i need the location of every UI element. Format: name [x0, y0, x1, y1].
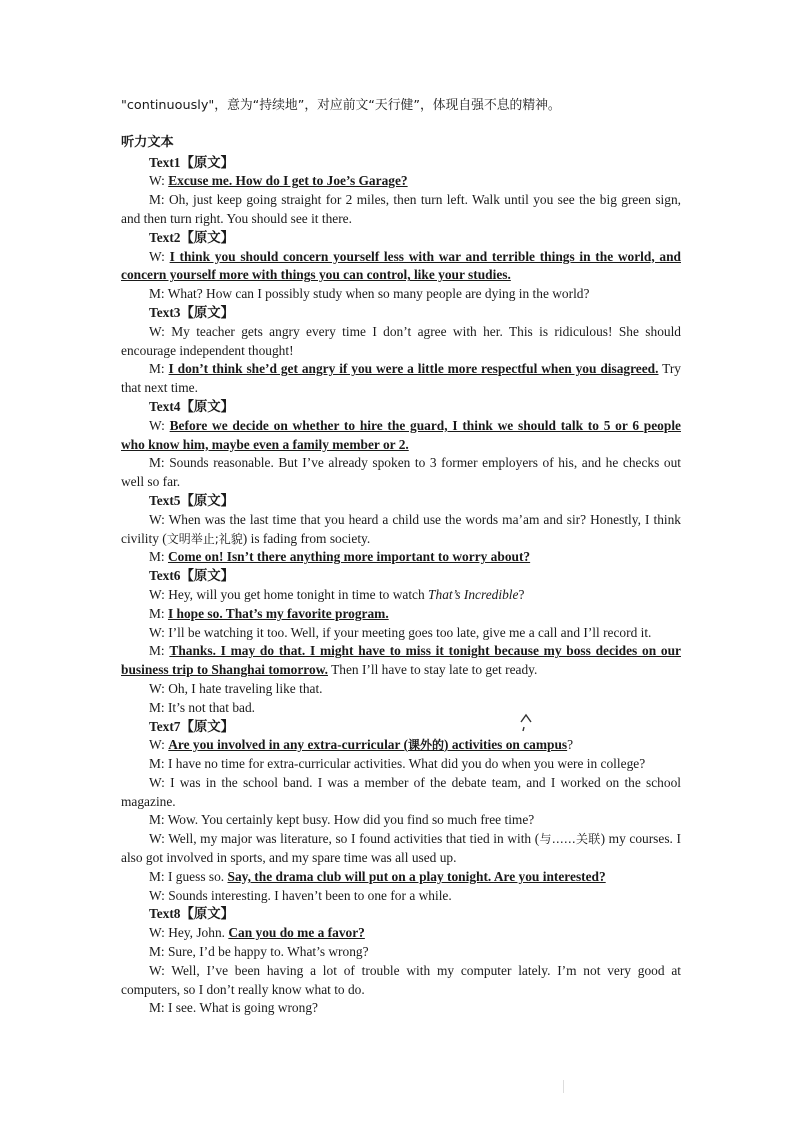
- chinese-gloss: 课外的: [408, 738, 445, 753]
- text7-line-w1: [121, 736, 681, 755]
- text4-label: Text4【原文】: [149, 398, 235, 414]
- text7-line-w2: W: I was in the school band. I was a member of the debate team, and I worked on the school magazine.: [121, 774, 681, 809]
- line-text: ?: [518, 586, 525, 602]
- text8-line-m2: M: I see. What is going wrong?: [149, 1000, 318, 1016]
- text3-line-w1: W: My teacher gets angry every time I don’t agree with her. This is ridiculous! She should encourage independent thought!: [121, 323, 681, 358]
- text6-label: Text6【原文】: [149, 568, 235, 584]
- text2-label: Text2【原文】: [149, 229, 235, 245]
- line-tail: ?: [567, 737, 574, 753]
- handwritten-caret-mark: [519, 712, 533, 734]
- speaker-prefix: W:: [149, 417, 170, 433]
- speaker-prefix: W: Hey, John.: [149, 925, 229, 941]
- speaker-prefix: M:: [149, 643, 170, 659]
- text7-line-w3: [121, 830, 681, 868]
- text6-line-m1: [121, 605, 681, 624]
- document-body: [121, 97, 681, 1018]
- speaker-prefix: W:: [149, 248, 170, 264]
- line-tail: Then I’ll have to stay late to get ready.: [327, 662, 538, 678]
- key-sentence: Excuse me. How do I get to Joe’s Garage?: [168, 173, 408, 189]
- scan-artifact-line: [563, 1080, 564, 1093]
- speaker-prefix: W:: [149, 737, 169, 753]
- speaker-prefix: M: I guess so.: [149, 868, 228, 884]
- text6-line-w2: W: I’ll be watching it too. Well, if your meeting goes too late, give me a call and I’ll record it.: [149, 624, 652, 640]
- key-sentence: [168, 737, 567, 752]
- speaker-prefix: W:: [149, 173, 169, 189]
- line-text: ) is fading from society.: [242, 530, 371, 546]
- text5-label: Text5【原文】: [149, 492, 235, 508]
- key-sentence: Say, the drama club will put on a play tonight. Are you interested?: [227, 868, 606, 884]
- line-text: W: Well, my major was literature, so I found activities that tied in with (: [149, 831, 540, 847]
- line-text: W: Hey, will you get home tonight in time to watch: [149, 586, 429, 602]
- text2-line-w1: [121, 248, 681, 286]
- text3-label: Text3【原文】: [149, 304, 235, 320]
- speaker-prefix: M:: [149, 605, 168, 621]
- text7-line-m2: M: Wow. You certainly kept busy. How did you find so much free time?: [149, 812, 535, 828]
- text7-line-m3: [121, 868, 681, 887]
- text1-line-w1: [121, 172, 681, 191]
- intro-explanation: ，意为“持续地”，对应前文“天行健”，体现自强不息的精神。: [214, 98, 561, 113]
- key-sentence-part: Are you involved in any extra-curricular (: [168, 737, 408, 753]
- text5-line-m1: [121, 548, 681, 567]
- key-sentence: I think you should concern yourself less with war and terrible things in the world, and concern yourself more with things you can control, like your studies.: [121, 248, 681, 283]
- key-sentence: Thanks. I may do that. I might have to miss it tonight because my boss decides on our business trip to Shanghai tomorrow.: [121, 643, 681, 678]
- speaker-prefix: M:: [149, 549, 168, 565]
- speaker-prefix: M:: [149, 361, 169, 377]
- text1-label: Text1【原文】: [149, 154, 235, 170]
- text7-line-w4: W: Sounds interesting. I haven’t been to one for a while.: [149, 887, 452, 903]
- key-sentence-part: ) activities on campus: [444, 737, 568, 753]
- section-heading: 听力文本: [121, 134, 174, 150]
- text6-line-w3: W: Oh, I hate traveling like that.: [149, 680, 323, 696]
- text6-line-m3: M: It’s not that bad.: [149, 699, 255, 715]
- line-text: ) my courses. I also got involved in sports, and my spare time was all used up.: [121, 831, 681, 866]
- key-sentence: Can you do me a favor?: [228, 925, 365, 941]
- chinese-gloss: 文明举止;礼貌: [166, 531, 243, 546]
- text6-line-w1: [121, 586, 681, 605]
- text3-line-m1: [121, 360, 681, 398]
- program-title: That’s Incredible: [428, 586, 519, 602]
- key-sentence: Before we decide on whether to hire the guard, I think we should talk to 5 or 6 people who know him, maybe even a family member or 2.: [121, 417, 681, 452]
- text8-line-w2: W: Well, I’ve been having a lot of trouble with my computer lately. I’m not very good at computers, so I don’t really know what to do.: [121, 962, 681, 997]
- key-sentence: I hope so. That’s my favorite program.: [167, 605, 389, 621]
- text1-line-m1: M: Oh, just keep going straight for 2 miles, then turn left. Walk until you see the big green sign, and then turn right. You should see it there.: [121, 192, 681, 226]
- key-sentence: Come on! Isn’t there anything more important to worry about?: [167, 549, 531, 565]
- text8-line-w1: [121, 924, 681, 943]
- line-tail: Try that next time.: [121, 361, 681, 396]
- intro-word: "continuously": [121, 98, 215, 113]
- key-sentence: I don’t think she’d get angry if you were a little more respectful when you disagreed.: [168, 361, 659, 377]
- intro-paragraph: [121, 97, 681, 116]
- text5-line-w1: [121, 511, 681, 549]
- text2-line-m1: M: What? How can I possibly study when so many people are dying in the world?: [149, 286, 590, 302]
- line-text: W: When was the last time that you heard a child use the words ma’am and sir? Honestly, I think civility (: [121, 511, 681, 546]
- text4-line-w1: [121, 417, 681, 455]
- text6-line-m2: [121, 642, 681, 680]
- text7-label: Text7【原文】: [149, 718, 235, 734]
- text4-line-m1: M: Sounds reasonable. But I’ve already spoken to 3 former employers of his, and he checks out well so far.: [121, 455, 681, 490]
- text7-line-m1: M: I have no time for extra-curricular activities. What did you do when you were in college?: [149, 756, 646, 772]
- text8-line-m1: M: Sure, I’d be happy to. What’s wrong?: [149, 944, 369, 960]
- text8-label: Text8【原文】: [149, 906, 235, 922]
- chinese-gloss: 与……关联: [539, 832, 601, 847]
